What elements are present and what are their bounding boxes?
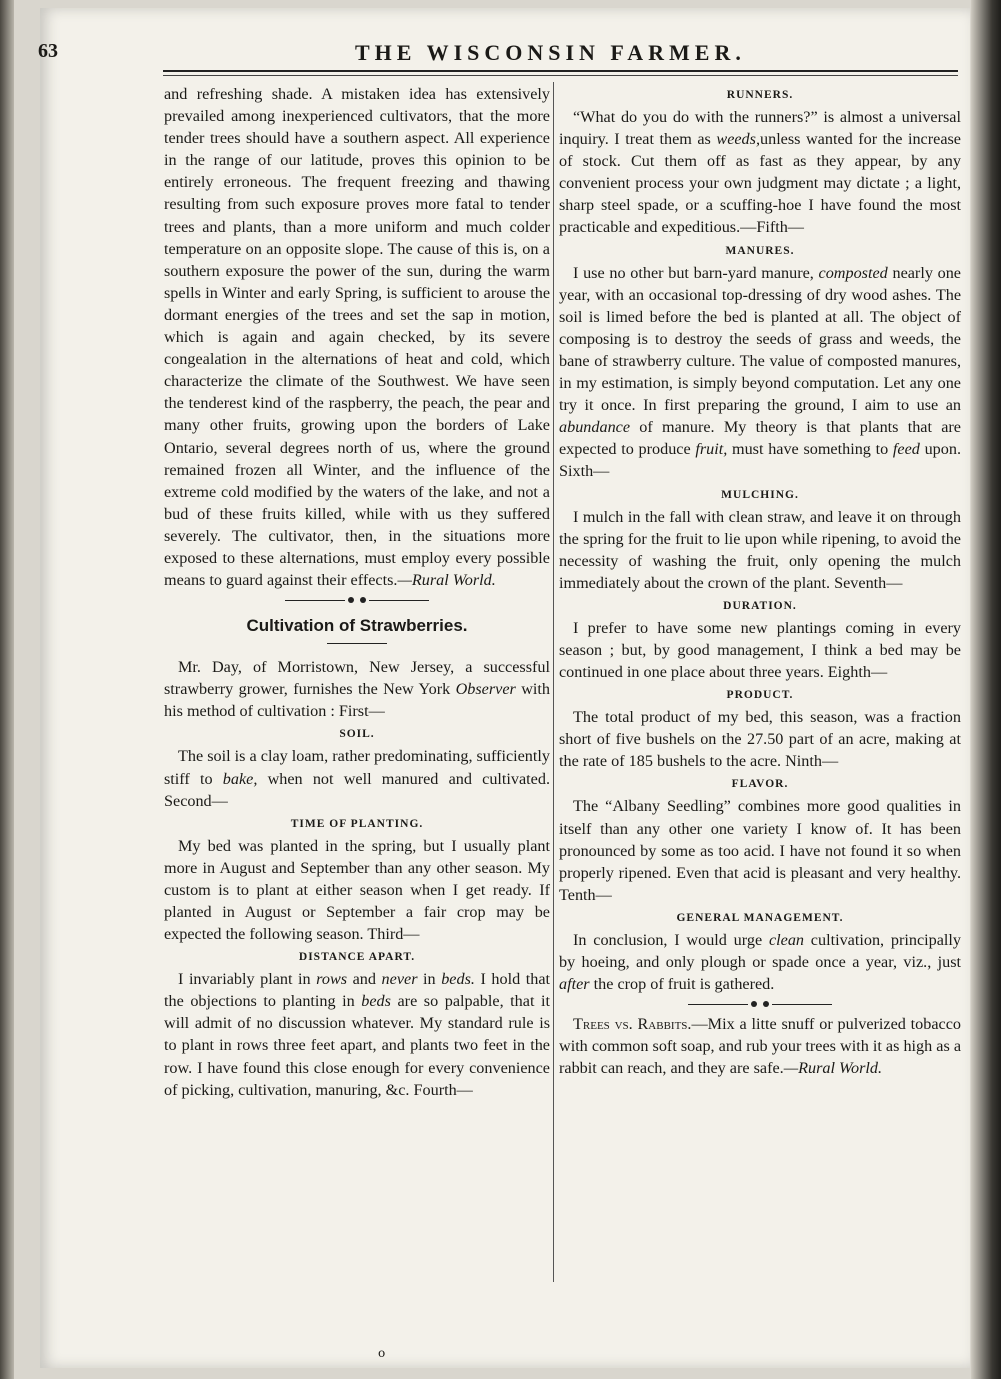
- intro-paragraph: Mr. Day, of Morristown, New Jersey, a successful strawberry grower, furnishes the New York Observer with his method of cultivation : First—: [164, 658, 551, 721]
- paragraph-soil: The soil is a clay loam, rather predominating, sufficiently stiff to bake, when not well manured and cultivated. Second—: [164, 747, 551, 810]
- subhead-flavor: FLAVOR.: [731, 778, 789, 791]
- header-rule: [163, 70, 958, 72]
- subhead-distance-apart: DISTANCE APART.: [298, 951, 416, 964]
- subhead-soil: SOIL.: [339, 728, 375, 741]
- column-divider: [553, 82, 554, 1282]
- right-column: [559, 83, 961, 1079]
- subhead-general-management: GENERAL MANAGEMENT.: [676, 911, 844, 924]
- ornament-divider-right: [559, 999, 961, 1009]
- article-title: Cultivation of Strawberries.: [246, 616, 468, 636]
- paragraph-mulching: I mulch in the fall with clean straw, and leave it on through the spring for the fruit to lie upon while ripening, to avoid the necessity of washing the fruit, only opening the mulch immediately about the crown of the plant. Seventh—: [559, 507, 961, 592]
- book-spine: [0, 0, 14, 1379]
- paragraph-distance: I invariably plant in rows and never in beds. I hold that the objections to planting in beds are so palpable, that it will admit of no discussion whatever. My standard rule is to plant in rows three feet apart, and plants two feet in the row. I have found this close enough for every convenience of picking, cultivation, manuring, &c. Fourth—: [164, 970, 551, 1099]
- subhead-mulching: MULCHING.: [721, 488, 799, 501]
- item-lead: Trees vs. Rabbits.: [573, 1015, 692, 1034]
- subhead-manures: MANURES.: [725, 244, 795, 257]
- paragraph-planting: My bed was planted in the spring, but I usually plant more in August and September than any other season. My custom is to plant at either season when I get ready. If planted in August or September a fair crop may be expected the following season. Third—: [164, 836, 550, 944]
- journal-title: THE WISCONSIN FARMER.: [355, 40, 746, 65]
- subhead-product: PRODUCT.: [726, 689, 794, 702]
- ornament-divider: [164, 595, 550, 605]
- source-credit-right: —Rural World.: [783, 1059, 883, 1078]
- left-column: [164, 83, 550, 1101]
- page-number: 63: [38, 40, 58, 62]
- paragraph-manures: I use no other but barn-yard manure, composted nearly one year, with an occasional top-dressing of dry wood ashes. The soil is limed before the bed is planted at all. The object of composing is to destroy the seeds of grass and weeds, the bane of strawberry culture. The value of composted manures, in my estimation, is simply beyond computation. Let any one try it once. In first preparing the ground, I aim to use an abundance of manure. My theory is that plants that are expected to produce fruit, must have something to feed upon. Sixth—: [559, 263, 962, 481]
- header-rule-thin: [163, 75, 958, 76]
- subhead-runners: RUNNERS.: [726, 89, 794, 101]
- source-credit: —Rural World.: [397, 571, 496, 590]
- title-rule: [327, 643, 387, 644]
- subhead-time-of-planting: TIME OF PLANTING.: [290, 817, 424, 830]
- paragraph-runners: “What do you do with the runners?” is almost a universal inquiry. I treat them as weeds,unless wanted for the increase of stock. Cut them off as fast as they appear, by any convenient process your own judgment may dictate ; a light, sharp steel spade, or a scuffing-hoe I have found the most practicable and expeditious.—Fifth—: [559, 108, 961, 237]
- page-edge-shadow: [971, 0, 1001, 1379]
- page-footer-mark: o: [378, 1346, 386, 1360]
- subhead-duration: DURATION.: [723, 599, 797, 612]
- paragraph-trees-vs-rabbits: Trees vs. Rabbits.—Mix a litte snuff or pulverized tobacco with common soft soap, and rub your trees with it as high as a rabbit can reach, and they are safe.—Rural World.: [559, 1015, 961, 1078]
- paragraph-shade: and refreshing shade. A mistaken idea has extensively prevailed among inexperienced cultivators, that the more tender trees should have a southern aspect. All experience in the range of our latitude, proves this opinion to be entirely erroneous. The frequent freezing and thawing resulting from such exposure proves more fatal to tender trees and plants, than a more uniform and much colder temperature on an opposite slope. The cause of this is, on a southern exposure the power of the sun, during the warm spells in Winter and early Spring, is sufficient to arouse the dormant energies of the trees and set the sap in motion, which is again and again checked, by its severe congealation in the alternations of heat and cold, which characterize the climate of the Southwest. We have seen the tenderest kind of the raspberry, the peach, the pear and many other fruits, growing upon the borders of Lake Ontario, several degrees north of us, where the ground remained frozen all Winter, and the influence of the extreme cold modified by the waters of the lake, and not a bud of these fruits killed, while with us they suffered severely. The cultivator, then, in the situations more exposed to these alternations, must employ every possible means to guard against their effects.—Rural World.: [164, 85, 550, 590]
- paragraph-duration: I prefer to have some new plantings coming in every season ; but, by good management, I think a bed may be continued in one place about three years. Eighth—: [559, 618, 961, 682]
- paragraph-flavor: The “Albany Seedling” combines more good qualities in itself than any other one variety I know of. It has been pronounced by some as too acid. I have not found it so when properly ripened. Even that acid is pleasant and very healthy. Tenth—: [559, 797, 961, 904]
- paragraph-product: The total product of my bed, this season, was a fraction short of five bushels on the 27.50 part of an acre, making at the rate of 185 bushels to the acre. Ninth—: [559, 708, 961, 771]
- paragraph-general-management: In conclusion, I would urge clean cultivation, principally by hoeing, and only plough or spade once a year, viz., just after the crop of fruit is gathered.: [559, 930, 961, 994]
